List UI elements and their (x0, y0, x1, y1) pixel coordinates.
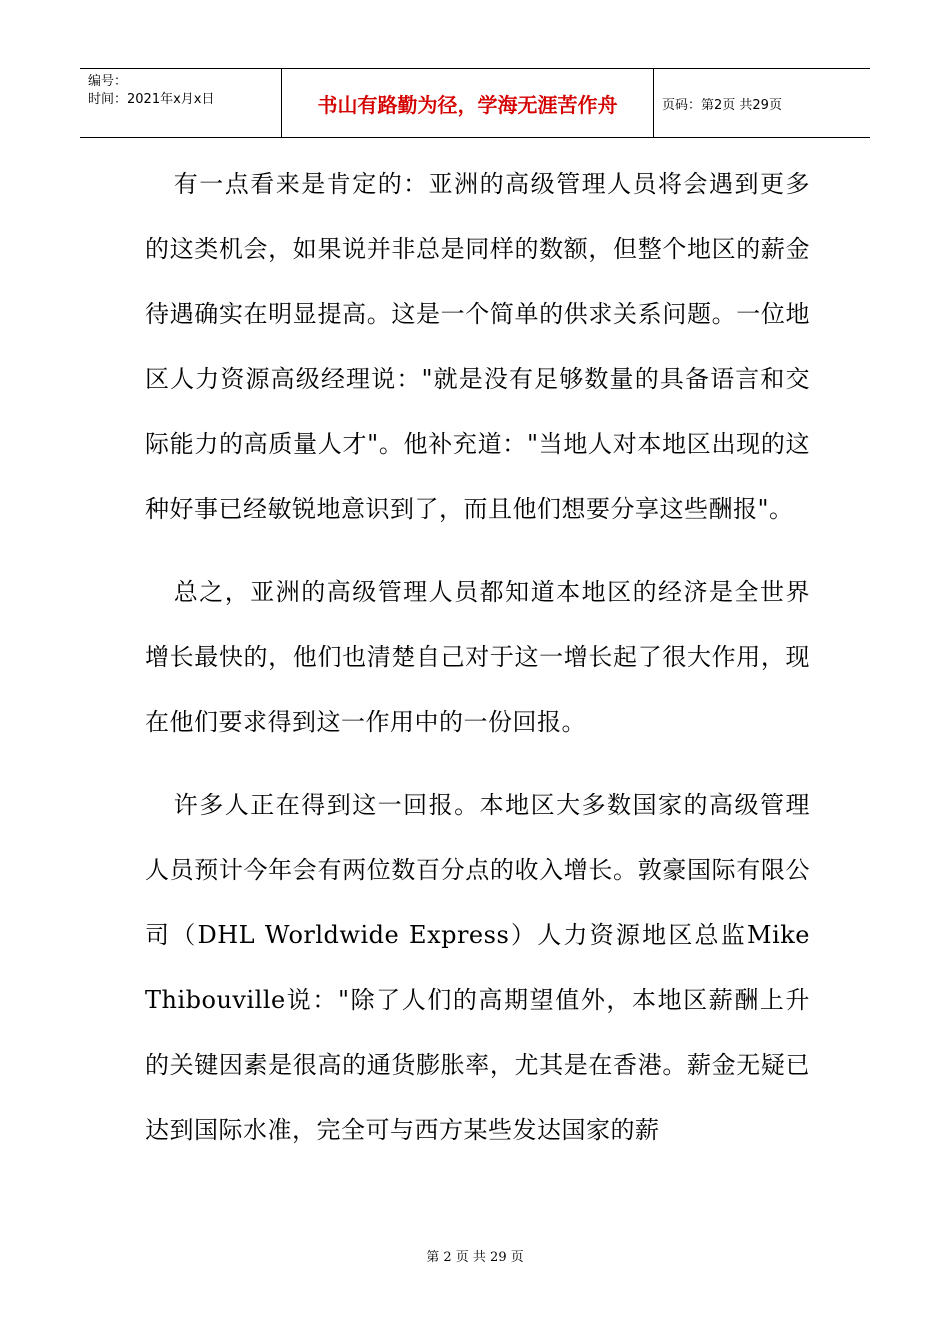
paragraph-1: 有一点看来是肯定的：亚洲的高级管理人员将会遇到更多的这类机会，如果说并非总是同样的数额，但整个地区的薪金待遇确实在明显提高。这是一个简单的供求关系问题。一位地区人力资源高级经理说："就是没有足够数量的具备语言和交际能力的高质量人才"。他补充道："当地人对本地区出现的这种好事已经敏锐地意识到了，而且他们想要分享这些酬报"。 (145, 170, 810, 523)
paragraph-3: 许多人正在得到这一回报。本地区大多数国家的高级管理人员预计今年会有两位数百分点的收入增长。敦豪国际有限公司（DHL Worldwide Express）人力资源地区总监Mike Thibouville说："除了人们的高期望值外，本地区薪酬上升的关键因素是很高的通货膨胀率，尤其是在香港。薪金无疑已达到国际水准，完全可与西方某些发达国家的薪 (145, 791, 810, 1144)
number-label: 编号： (88, 74, 128, 89)
time-label: 时间：2021年x月x日 (88, 92, 215, 107)
header-meta (80, 69, 282, 137)
paragraph-2: 总之，亚洲的高级管理人员都知道本地区的经济是全世界增长最快的，他们也清楚自己对于这一增长起了很大作用，现在他们要求得到这一作用中的一份回报。 (145, 578, 810, 736)
header-motto: 书山有路勤为径，学海无涯苦作舟 (282, 69, 654, 137)
page-footer: 第 2 页 共 29 页 (426, 1250, 524, 1265)
document-body (145, 152, 810, 1181)
header-page-info: 页码：第2页 共29页 (662, 97, 782, 113)
page-header (80, 68, 870, 138)
